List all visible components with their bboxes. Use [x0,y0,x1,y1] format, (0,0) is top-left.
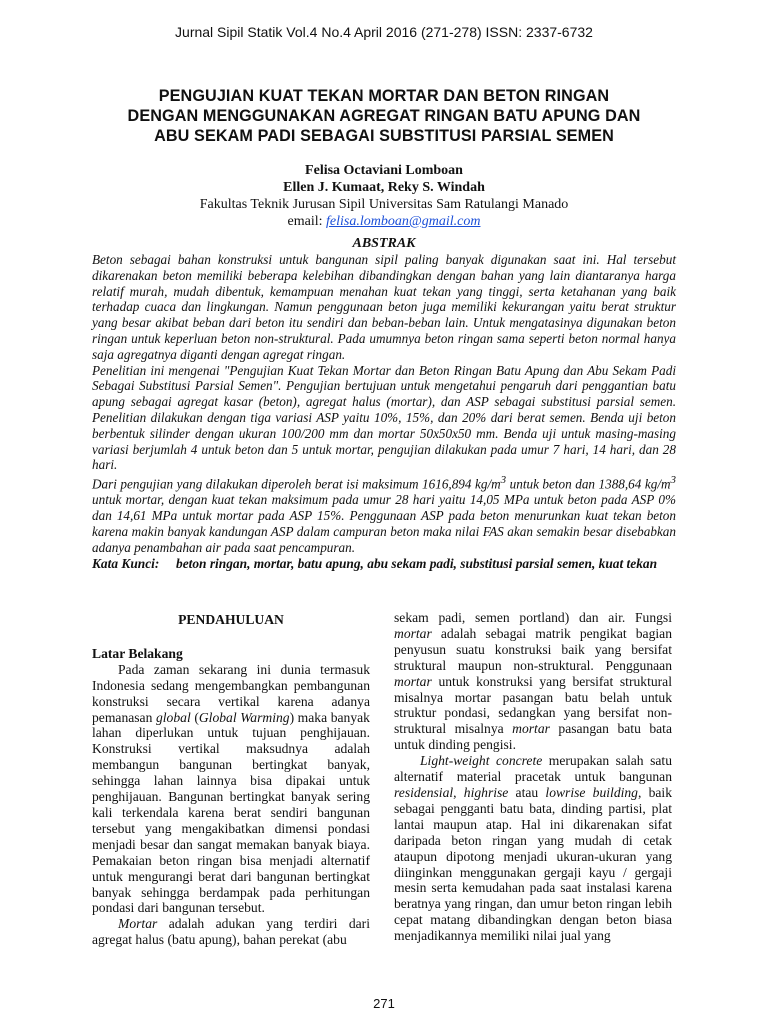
subsection-heading: Latar Belakang [92,645,183,661]
italic-term: Global Warming [198,709,290,725]
keywords-text: beton ringan, mortar, batu apung, abu sekam padi, substitusi parsial semen, kuat tekan [176,556,658,571]
title-line-1: PENGUJIAN KUAT TEKAN MORTAR DAN BETON RINGAN [158,87,610,105]
italic-term: residensial [394,784,454,800]
italic-term: mortar [512,721,550,737]
superscript: 3 [670,474,677,487]
body-text: Pada zaman sekarang ini dunia termasuk Indonesia sedang mengembangkan pembangunan konstruksi secara vertikal karena adanya pemanasan [92,661,370,725]
author-primary: Felisa Octaviani Lomboan [305,163,463,178]
italic-term: global [155,709,191,725]
body-paragraph [394,610,672,753]
abstract-paragraph [92,473,676,555]
abstract-text: untuk beton dan 1388,64 kg/m [506,476,671,492]
body-column-right [394,610,672,944]
abstract-paragraph: Beton sebagai bahan konstruksi untuk bangunan sipil paling banyak digunakan saat ini. Hal tersebut dikarenakan beton memiliki beberapa kelebihan dibandingkan dengan bahan yang lain diantaranya harga relatif murah, mudah dibentuk, kemampuan menahan kuat tekan yang tinggi, serta ketahanan yang baik terhadap cuaca dan lingkungan. Namun penggunaan beton juga memiliki kekurangan yaitu berat struktur yang besar akibat beban dari beton itu sendiri dan beban-beban lain. Untuk mengatasinya digunakan beton ringan untuk keperluan beton non-struktural. Pada umumnya beton ringan sama seperti beton normal hanya saja agregatnya diganti dengan agregat ringan. [92,252,676,362]
body-column-left [92,612,370,948]
body-text: pasangan batu bata untuk dinding pengisi. [394,721,672,753]
keywords [92,556,676,572]
journal-header: Jurnal Sipil Statik Vol.4 No.4 April 2016 (271-278) ISSN: 2337-6732 [175,24,593,40]
email-label: email: [287,214,327,229]
keywords-label: Kata Kunci: [92,556,160,571]
title-line-3: ABU SEKAM PADI SEBAGAI SUBSTITUSI PARSIAL SEMEN [154,127,614,145]
email-link[interactable]: felisa.lomboan@gmail.com [326,214,481,229]
author-secondary: Ellen J. Kumaat, Reky S. Windah [283,180,485,195]
superscript: 3 [500,474,507,487]
body-paragraph [92,662,370,917]
italic-term: mortar [394,673,432,689]
body-text: adalah sebagai matrik pengikat bagian penyusun suatu konstruksi baik yang bersifat struktural maupun non-struktural. Penggunaan [394,625,672,673]
italic-term: Mortar [118,916,158,932]
body-text: adalah adukan yang terdiri dari agregat halus (batu apung), bahan perekat (abu [92,916,370,948]
author-block [0,162,768,230]
body-text: sekam padi, semen portland) dan air. Fungsi [394,610,672,625]
body-text: ( [190,709,199,725]
body-text: merupakan salah satu alternatif material pracetak untuk bangunan [394,753,672,785]
abstract-text: Dari pengujian yang dilakukan diperoleh berat isi maksimum 1616,894 kg/m [92,476,501,492]
abstract-heading: ABSTRAK [352,236,416,251]
abstract-text: untuk mortar, dengan kuat tekan maksimum pada umur 28 hari yaitu 14,05 MPa untuk beton pada ASP 0% dan 14,61 MPa untuk mortar pada ASP 15%. Penggunaan ASP pada beton menurunkan kuat tekan beton karena makin banyak kandungan ASP dalam campuran beton maka nilai FAS akan semakin besar disebabkan adanya penambahan air pada saat pencampuran. [92,492,676,555]
italic-term: highrise [463,784,509,800]
title-line-2: DENGAN MENGGUNAKAN AGREGAT RINGAN BATU APUNG DAN [127,107,641,125]
body-text: untuk konstruksi yang bersifat struktural misalnya mortar pasangan batu belah untuk struktur pondasi, sedangkan yang bersifat non-struktural misalnya [394,673,672,737]
abstract-body [92,252,676,556]
italic-term: mortar [394,625,432,641]
body-text: ) maka banyak lahan diperlukan untuk tujuan penghijauan. Konstruksi vertikal maksudnya adalah membangun bangunan bertingkat banyak, sehingga lahan lainnya bisa dipakai untuk penghijauan. Bangunan bertingkat banyak sering kali terkendala karena berat sendiri bangunan tersebut yang mengakibatkan dimensi pondasi menjadi besar dan sangat memakan banyak biaya. Pemakaian beton ringan bisa menjadi alternatif untuk mengurangi berat dari bangunan bertingkat banyak sehingga berdampak pada perhitungan pondasi dari bangunan tersebut. [92,709,370,916]
body-paragraph [92,916,370,948]
abstract-paragraph: Penelitian ini mengenai "Pengujian Kuat Tekan Mortar dan Beton Ringan Batu Apung dan Abu Sekam Padi Sebagai Substitusi Parsial Semen". Pengujian bertujuan untuk mengetahui pengaruh dari penggantian batu apung sebagai agregat kasar (beton), agregat halus (mortar), dan ASP sebagai substitusi parsial semen. Penelitian dilakukan dengan tiga variasi ASP yaitu 10%, 15%, dan 20% dari berat semen. Benda uji beton berbentuk silinder dengan ukuran 100/200 mm dan mortar 50x50x50 mm. Benda uji untuk masing-masing variasi berjumlah 4 untuk beton dan 5 untuk mortar, pengujian dilakukan pada umur 7 hari, 14 hari, dan 28 hari. [92,362,676,473]
italic-term: Light-weight concrete [420,753,543,769]
section-heading: PENDAHULUAN [178,612,284,627]
italic-term: lowrise building [545,784,638,800]
body-text: , [453,784,464,800]
affiliation: Fakultas Teknik Jurusan Sipil Universitas Sam Ratulangi Manado [199,197,569,212]
email-line [0,213,768,230]
body-text: , baik sebagai pengganti batu bata, dinding partisi, plat lantai maupun atap. Hal ini dikarenakan sifat daripada beton ringan yang mudah di cetak ataupun dipotong menjadi ukuran-ukuran yang diinginkan menggunakan gergaji kayu / gergaji mesin serta kemudahan pada saat instalasi karena beratnya yang ringan, dan umur beton ringan lebih cepat matang dibandingkan dengan beton biasa menjadikannya memiliki nilai jual yang [394,784,673,944]
paper-title [90,86,678,146]
body-text: atau [508,784,546,800]
body-paragraph [394,753,672,944]
page-number: 271 [373,996,395,1011]
